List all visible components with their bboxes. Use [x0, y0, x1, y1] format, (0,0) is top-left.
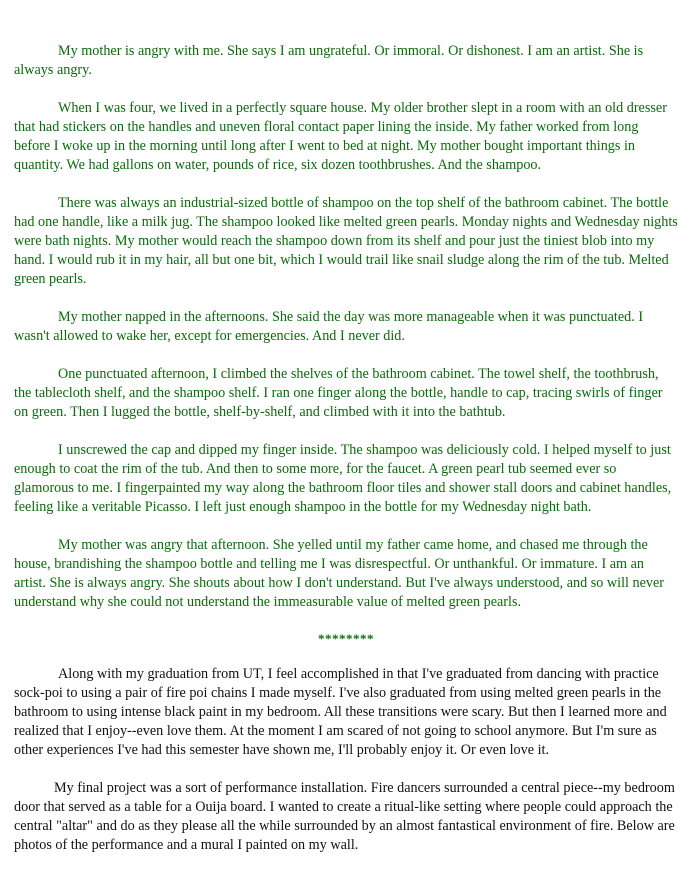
essay-paragraph: My final project was a sort of performance installation. Fire dancers surrounded a central piece--my bedroom door that served as a table for a Ouija board. I wanted to create a ritual-like setting where people could approach the central "altar" and do as they please all the while surrounded by an almost fantastical environment of fire. Below are photos of the performance and a mural I painted on my wall.	[14, 780, 675, 853]
story-paragraph: There was always an industrial-sized bottle of shampoo on the top shelf of the bathroom cabinet. The bottle had one handle, like a milk jug. The shampoo looked like melted green pearls. Monday nights and Wednesday nights were bath nights. My mother would reach the shampoo down from its shelf and pour just the tiniest blob into my hand. I would rub it in my hair, all but one bit, which I would trail like snail sludge along the rim of the tub. Melted green pearls.	[14, 195, 678, 287]
document-body	[14, 42, 678, 874]
essay-paragraph: Along with my graduation from UT, I feel accomplished in that I've graduated from dancing with practice sock-poi to using a pair of fire poi chains I made myself. I've also graduated from using melted green pearls in the bathroom to using intense black paint in my bedroom. All these transitions were scary. But then I learned more and realized that I enjoy--even love them. At the moment I am scared of not going to school anymore. But I'm sure as other experiences I've had this semester have shown me, I'll probably enjoy it. Or even love it.	[14, 666, 667, 758]
section-separator: ********	[318, 631, 374, 646]
story-section	[14, 42, 678, 612]
story-paragraph: My mother was angry that afternoon. She yelled until my father came home, and chased me through the house, brandishing the shampoo bottle and telling me I was disrespectful. Or unthankful. Or immature. I am an artist. She is always angry. She shouts about how I don't understand. But I've always understood, and so will never understand why she could not understand the immeasurable value of melted green pearls.	[14, 537, 665, 610]
story-paragraph: One punctuated afternoon, I climbed the shelves of the bathroom cabinet. The towel shelf, the toothbrush, the tablecloth shelf, and the shampoo shelf. I ran one finger along the bottle, handle to cap, tracing swirls of finger on green. Then I lugged the bottle, shelf-by-shelf, and climbed with it into the bathtub.	[14, 366, 663, 420]
essay-section	[14, 665, 678, 855]
story-paragraph: My mother napped in the afternoons. She said the day was more manageable when it was punctuated. I wasn't allowed to wake her, except for emergencies. And I never did.	[14, 309, 644, 344]
story-paragraph: When I was four, we lived in a perfectly square house. My older brother slept in a room with an old dresser that had stickers on the handles and uneven floral contact paper lining the inside. My father worked from long before I woke up in the morning until long after I went to bed at night. My mother bought important things in quantity. We had gallons on water, pounds of rice, six dozen toothbrushes. And the shampoo.	[14, 100, 667, 173]
story-paragraph: I unscrewed the cap and dipped my finger inside. The shampoo was deliciously cold. I helped myself to just enough to coat the rim of the tub. And then to some more, for the faucet. A green pearl tub seemed ever so glamorous to me. I fingerpainted my way along the bathroom floor tiles and shower stall doors and cabinet handles, feeling like a veritable Picasso. I left just enough shampoo in the bottle for my Wednesday night bath.	[14, 442, 672, 515]
story-paragraph: My mother is angry with me. She says I am ungrateful. Or immoral. Or dishonest. I am an artist. She is always angry.	[14, 43, 644, 78]
